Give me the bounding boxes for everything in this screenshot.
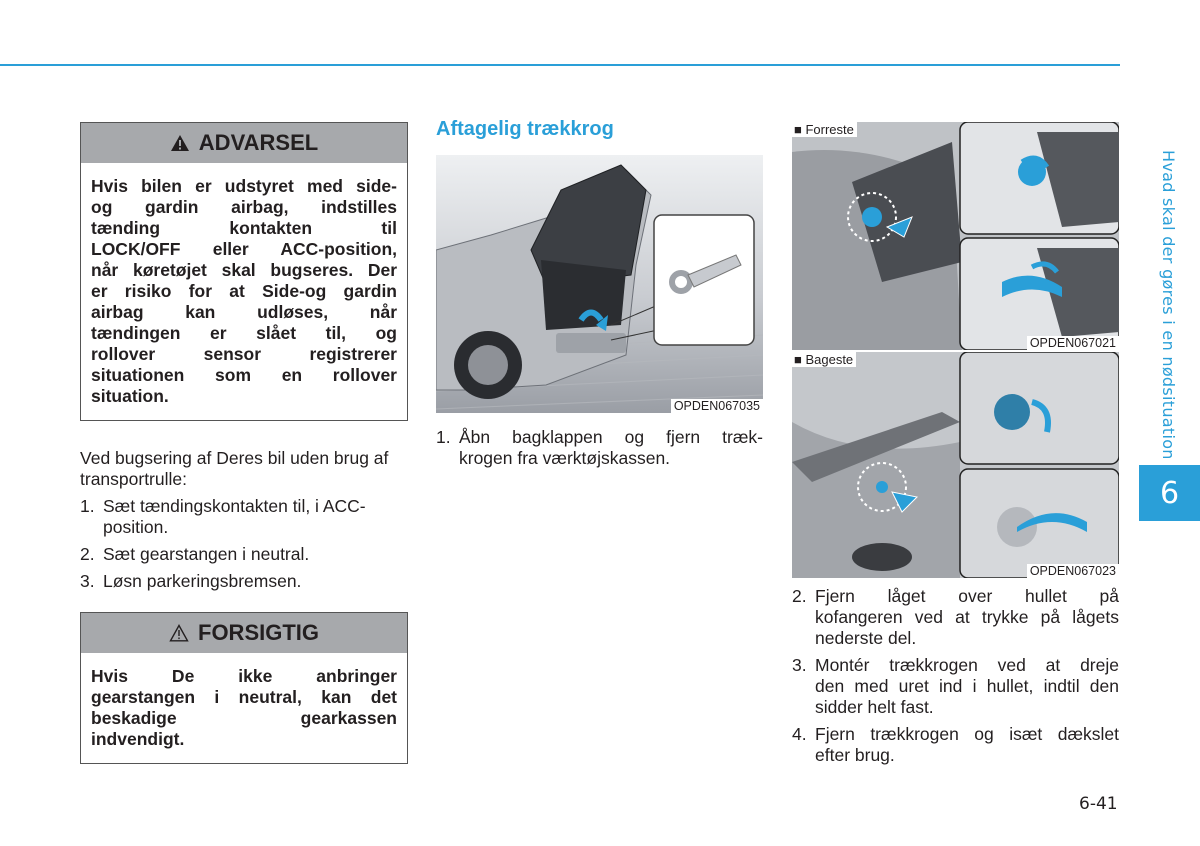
step-number: 1.: [80, 496, 95, 516]
front-bumper-image: [792, 122, 1119, 350]
step-text-line: Åbn bagklappen og fjern træk-: [459, 427, 763, 447]
caution-triangle-icon: [169, 624, 189, 642]
trunk-illustration: [436, 155, 763, 413]
front-caption: ■ Forreste: [792, 122, 857, 137]
step-text: Løsn parkeringsbremsen.: [103, 571, 302, 591]
step-text-line: Montér trækkrogen ved at dreje: [815, 655, 1119, 675]
step-text: [815, 586, 1119, 649]
warning-title: ADVARSEL: [198, 130, 319, 155]
remove-hook-step: [436, 427, 763, 475]
step-number: 2.: [792, 586, 807, 606]
caution-line: Hvis De ikke anbringer: [91, 666, 397, 686]
step-number: 4.: [792, 724, 807, 744]
warning-text: [81, 163, 407, 407]
caution-text: [81, 653, 407, 750]
warning-line: situation.: [91, 386, 169, 406]
chapter-number-tab: 6: [1139, 465, 1200, 521]
warning-line: er risiko for at Side-og gardin: [91, 281, 397, 301]
warning-line: LOCK/OFF eller ACC-position,: [91, 239, 397, 259]
warning-triangle-icon: [170, 134, 190, 152]
step-text-line: sidder helt fast.: [815, 697, 934, 717]
list-item: [792, 724, 1119, 766]
warning-box: [80, 122, 408, 421]
caution-line: indvendigt.: [91, 729, 185, 749]
warning-header: [81, 123, 407, 163]
header-rule: [0, 64, 1120, 66]
step-text-line: nederste del.: [815, 628, 917, 648]
step-number: 3.: [792, 655, 807, 675]
step-number: 1.: [436, 427, 451, 447]
step-text-line: krogen fra værktøjskassen.: [459, 448, 671, 468]
page-number: 6-41: [1079, 794, 1118, 814]
list-item: [792, 586, 1119, 649]
list-item: [792, 655, 1119, 718]
installation-steps: [792, 586, 1119, 772]
step-text-line: kofangeren ved at trykke på lågets: [815, 607, 1119, 627]
figure-code: OPDEN067023: [1027, 564, 1119, 578]
hatchback-trunk-image: [436, 155, 763, 413]
step-text: Sæt gearstangen i neutral.: [103, 544, 310, 564]
rear-caption: ■ Bageste: [792, 352, 856, 367]
step-text: [459, 427, 763, 469]
warning-line: Hvis bilen er udstyret med side-: [91, 176, 397, 196]
caution-line: beskadige gearkassen: [91, 708, 397, 728]
list-item: [80, 571, 410, 592]
warning-line: airbag kan udløses, når: [91, 302, 397, 322]
caution-box: [80, 612, 408, 764]
step-text: [815, 655, 1119, 718]
rear-illustration: [792, 352, 1119, 578]
step-text-line: efter brug.: [815, 745, 895, 765]
list-item: [80, 496, 410, 538]
chapter-side-title: Hvad skal der gøres i en nødsituation: [1159, 150, 1178, 460]
figure-code: OPDEN067021: [1027, 336, 1119, 350]
step-number: 2.: [80, 544, 95, 564]
step-number: 3.: [80, 571, 95, 591]
warning-line: situationen som en rollover: [91, 365, 397, 385]
step-text-line: den med uret ind i hullet, indtil den: [815, 676, 1119, 696]
warning-line: tændingen er slået til, og: [91, 323, 397, 343]
warning-line: og gardin airbag, indstilles: [91, 197, 397, 217]
warning-line: tænding kontakten til: [91, 218, 397, 238]
figure-code: OPDEN067035: [671, 399, 763, 413]
rear-bumper-image: [792, 352, 1119, 578]
caution-title: FORSIGTIG: [198, 620, 319, 645]
step-text: Sæt tændingskontakten til, i ACC-position.: [103, 496, 366, 537]
step-text-line: Fjern låget over hullet på: [815, 586, 1119, 606]
front-illustration: [792, 122, 1119, 350]
caution-header: [81, 613, 407, 653]
caution-line: gearstangen i neutral, kan det: [91, 687, 397, 707]
list-item: [80, 544, 410, 565]
section-heading: Aftagelig trækkrog: [436, 118, 614, 140]
list-item: [436, 427, 763, 469]
step-text-line: Fjern trækkrogen og isæt dækslet: [815, 724, 1119, 744]
warning-line: når køretøjet skal bugseres. Der: [91, 260, 397, 280]
preparation-steps: [80, 496, 410, 598]
intro-paragraph: Ved bugsering af Deres bil uden brug af transportrulle:: [80, 448, 389, 489]
step-text: [815, 724, 1119, 766]
warning-line: rollover sensor registrerer: [91, 344, 397, 364]
